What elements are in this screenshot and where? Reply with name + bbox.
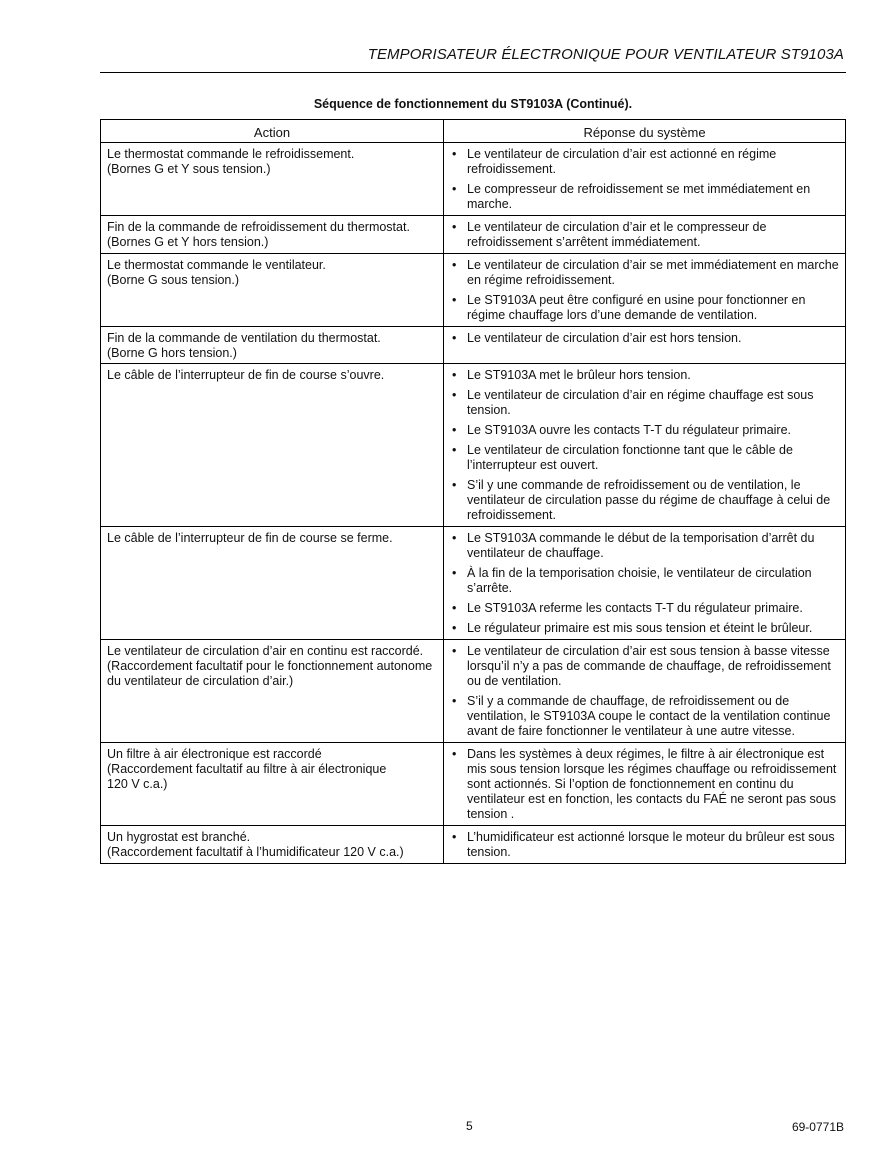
response-cell — [444, 640, 846, 743]
table-row — [101, 364, 846, 527]
response-item: • Le ventilateur de circulation d’air se met immédiatement en marche en régime refroidissement. — [450, 258, 839, 288]
response-item: • Le ST9103A referme les contacts T-T du régulateur primaire. — [450, 601, 839, 616]
response-item: • Le compresseur de refroidissement se met immédiatement en marche. — [450, 182, 839, 212]
action-cell — [101, 640, 444, 743]
action-text: Le thermostat commande le ventilateur. — [107, 258, 326, 272]
response-cell — [444, 527, 846, 640]
action-text: Le thermostat commande le refroidissement. — [107, 147, 355, 161]
action-text: Le câble de l’interrupteur de fin de course se ferme. — [107, 531, 393, 545]
response-list — [450, 331, 839, 346]
response-list — [450, 258, 839, 323]
table-row — [101, 826, 846, 864]
response-item: • Dans les systèmes à deux régimes, le filtre à air électronique est mis sous tension lorsque les régimes chauffage ou refroidissement sont actionnés. Si l’option de fonctionnement en continu du ventilateur est en fonction, les contacts du FAÉ ne seront pas sous tension . — [450, 747, 839, 822]
response-cell — [444, 364, 846, 527]
response-cell — [444, 254, 846, 327]
response-item: • À la fin de la temporisation choisie, le ventilateur de circulation s’arrête. — [450, 566, 839, 596]
action-cell — [101, 743, 444, 826]
table-row — [101, 640, 846, 743]
header-rule — [100, 72, 846, 73]
table-row — [101, 216, 846, 254]
action-text: (Borne G sous tension.) — [107, 273, 240, 287]
response-item: • Le ventilateur de circulation d’air est sous tension à basse vitesse lorsqu’il n’y a pas de commande de chauffage, de refroidissement ou de ventilation. — [450, 644, 839, 689]
column-header-action: Action — [101, 120, 444, 143]
action-text: Fin de la commande de refroidissement du thermostat. — [107, 220, 410, 234]
response-list — [450, 220, 839, 250]
response-cell — [444, 143, 846, 216]
action-cell — [101, 143, 444, 216]
response-cell — [444, 826, 846, 864]
action-cell — [101, 364, 444, 527]
response-list — [450, 644, 839, 739]
response-list — [450, 147, 839, 212]
response-item: • Le régulateur primaire est mis sous tension et éteint le brûleur. — [450, 621, 839, 636]
response-item: • S’il y une commande de refroidissement ou de ventilation, le ventilateur de circulation passe du régime de chauffage à celui de refroidissement. — [450, 478, 839, 523]
response-item: • S’il y a commande de chauffage, de refroidissement ou de ventilation, le ST9103A coupe le contact de la ventilation continue avant de faire fonctionner le ventilateur à une autre vitesse. — [450, 694, 839, 739]
sequence-table — [100, 119, 846, 864]
action-text: Le ventilateur de circulation d’air en continu est raccordé. (Raccordement facultatif pour le fonctionnement autonome du ventilateur de circulation d’air.) — [107, 644, 433, 688]
response-item: • Le ventilateur de circulation d’air est hors tension. — [450, 331, 839, 346]
table-row — [101, 327, 846, 364]
action-cell — [101, 826, 444, 864]
response-list — [450, 747, 839, 822]
response-item: • L’humidificateur est actionné lorsque le moteur du brûleur est sous tension. — [450, 830, 839, 860]
response-item: • Le ventilateur de circulation fonctionne tant que le câble de l’interrupteur est ouvert. — [450, 443, 839, 473]
action-cell — [101, 254, 444, 327]
action-cell — [101, 216, 444, 254]
action-text: (Raccordement facultatif à l’humidificateur 120 V c.a.) — [107, 845, 404, 859]
action-text: Un hygrostat est branché. — [107, 830, 251, 844]
document-code: 69-0771B — [791, 1120, 844, 1134]
response-item: • Le ventilateur de circulation d’air et le compresseur de refroidissement s’arrêtent immédiatement. — [450, 220, 839, 250]
response-item: • Le ST9103A commande le début de la temporisation d’arrêt du ventilateur de chauffage. — [450, 531, 839, 561]
table-row — [101, 743, 846, 826]
column-header-response: Réponse du système — [444, 120, 846, 143]
action-text: Le câble de l’interrupteur de fin de course s’ouvre. — [107, 368, 385, 382]
action-text: (Raccordement facultatif au filtre à air électronique — [107, 762, 387, 776]
response-cell — [444, 743, 846, 826]
table-title: Séquence de fonctionnement du ST9103A (Continué). — [313, 97, 633, 111]
action-text: Un filtre à air électronique est raccordé — [107, 747, 322, 761]
response-list — [450, 830, 839, 860]
table-row — [101, 527, 846, 640]
response-item: • Le ventilateur de circulation d’air en régime chauffage est sous tension. — [450, 388, 839, 418]
response-list — [450, 531, 839, 636]
action-text: (Bornes G et Y sous tension.) — [107, 162, 271, 176]
action-text: (Borne G hors tension.) — [107, 346, 237, 360]
action-text: 120 V c.a.) — [107, 777, 168, 791]
response-list — [450, 368, 839, 523]
table-header-row — [101, 120, 846, 143]
action-cell — [101, 327, 444, 364]
response-cell — [444, 327, 846, 364]
action-text: (Bornes G et Y hors tension.) — [107, 235, 269, 249]
response-item: • Le ST9103A peut être configuré en usine pour fonctionner en régime chauffage lors d’une demande de ventilation. — [450, 293, 839, 323]
table-body — [101, 143, 846, 864]
page-number: 5 — [466, 1119, 473, 1133]
response-item: • Le ST9103A ouvre les contacts T-T du régulateur primaire. — [450, 423, 839, 438]
response-item: • Le ST9103A met le brûleur hors tension. — [450, 368, 839, 383]
response-cell — [444, 216, 846, 254]
response-item: • Le ventilateur de circulation d’air est actionné en régime refroidissement. — [450, 147, 839, 177]
running-header-title: TEMPORISATEUR ÉLECTRONIQUE POUR VENTILATEUR ST9103A — [367, 46, 844, 63]
table-row — [101, 254, 846, 327]
action-cell — [101, 527, 444, 640]
table-row — [101, 143, 846, 216]
action-text: Fin de la commande de ventilation du thermostat. — [107, 331, 381, 345]
